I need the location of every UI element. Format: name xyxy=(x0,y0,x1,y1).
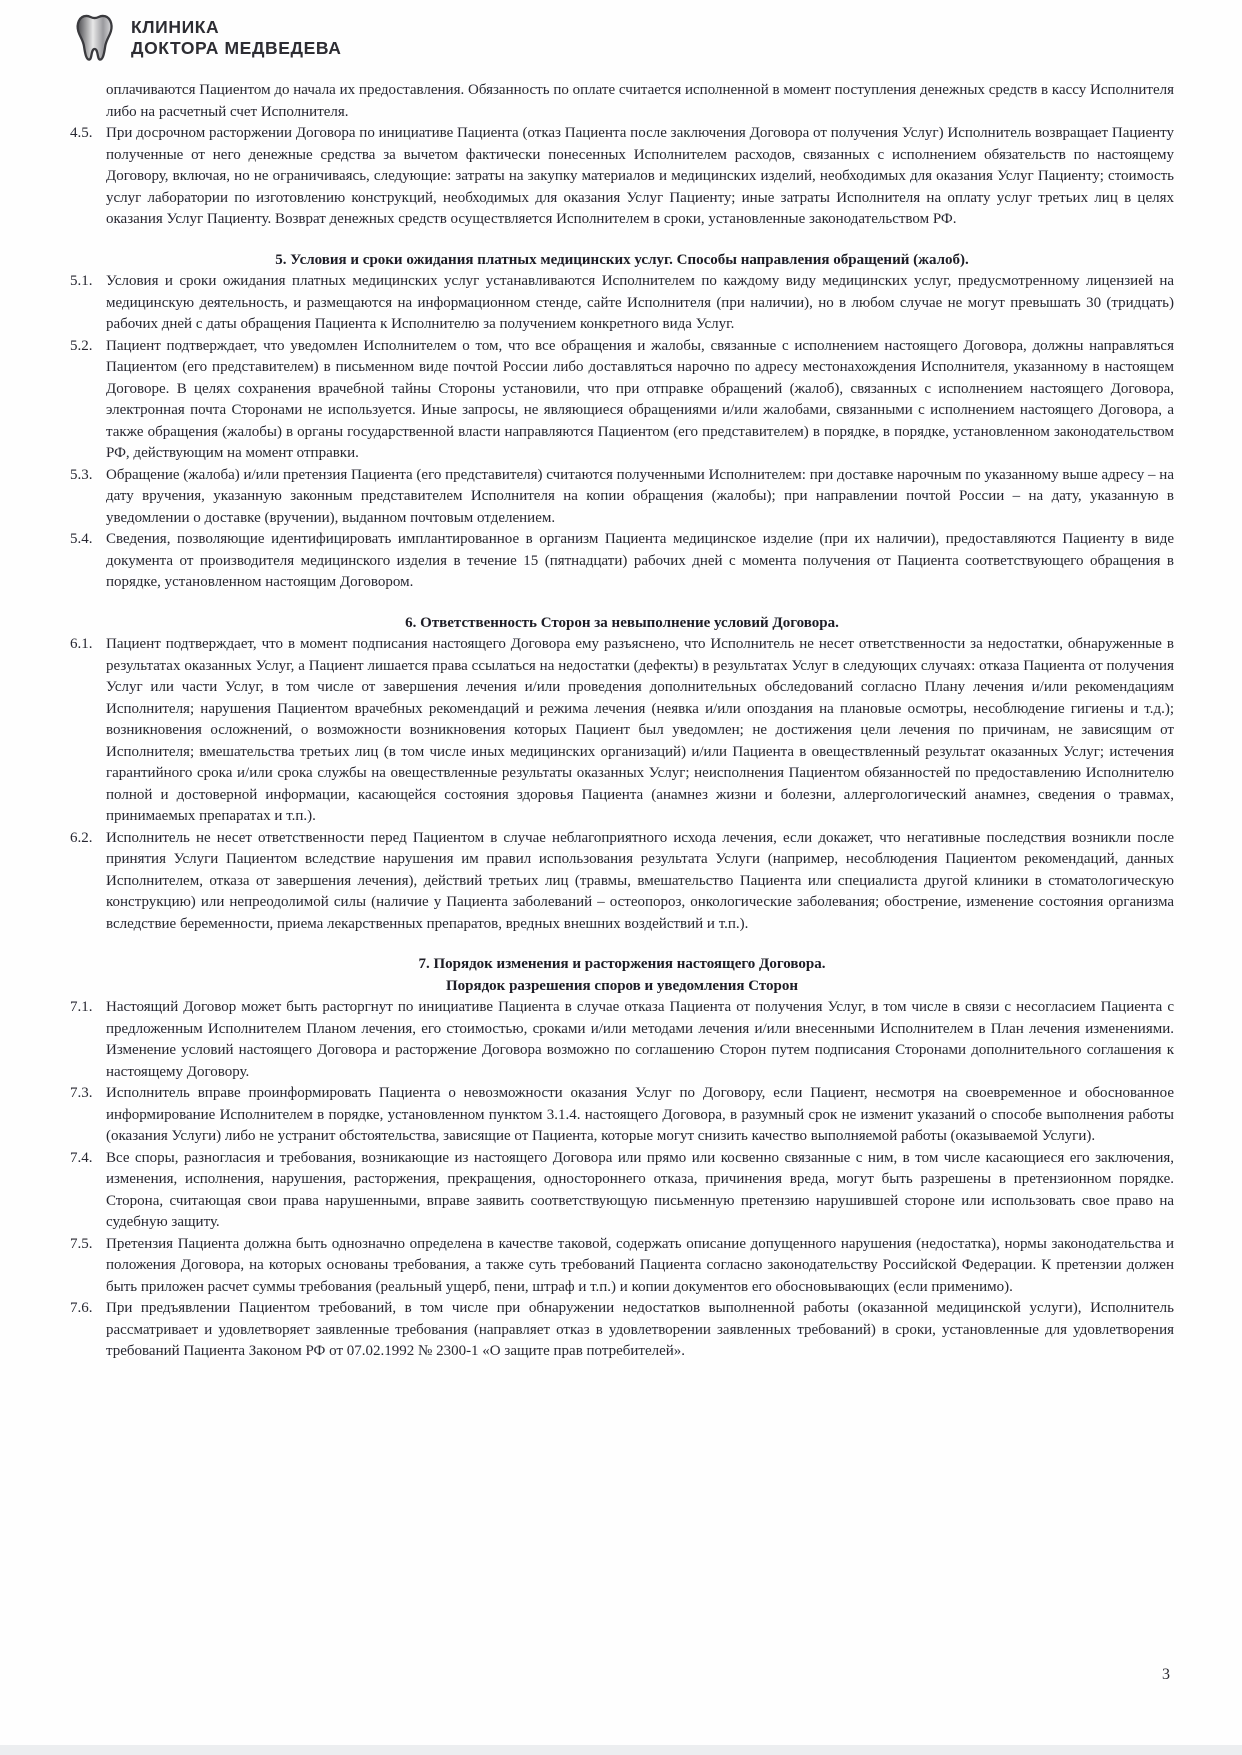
clause-number: 7.4. xyxy=(70,1149,93,1166)
clause-text: Пациент подтверждает, что в момент подписания настоящего Договора ему разъяснено, что Исполнитель не несет ответственности за недостатки, обнаруженные в результатах оказанных Услуг, а Пациент лишается права ссылаться на недостатки (дефекты) в результатах Услуг в следующих случаях: отказа Пациента от получения Услуг или части Услуг, в том числе от завершения лечения и/или проведения дополнительных обследований согласно Плану лечения и/или рекомендациям Исполнителя; нарушения Пациентом врачебных рекомендаций и режима лечения (неявка и/или опоздания на плановые осмотры, несоблюдение гигиены и т.д.); возникновения осложнений, о возможности возникновения которых Пациент был уведомлен; не достижения цели лечения по причинам, не зависящим от Исполнителя; вмешательства третьих лиц (в том числе иных медицинских организаций) и/или Пациента в овеществленный результат оказанных Услуг; истечения гарантийного срока и/или срока службы на овеществленные результаты оказанных Услуг; неисполнения Пациентом обязанностей по предоставлению Исполнителю полной и достоверной информации, касающейся состояния здоровья Пациента (анамнез жизни и болезни, аллергологический анамнез, сведения о травмах, принимаемых препаратах и т.п.). xyxy=(106,636,1174,824)
clause-7-4 xyxy=(70,1148,1174,1234)
clause-5-2 xyxy=(70,336,1174,465)
clause-5-3 xyxy=(70,465,1174,530)
scan-edge-artifact xyxy=(0,1745,1242,1755)
clause-number: 6.1. xyxy=(70,636,93,652)
clause-text: Исполнитель вправе проинформировать Пациента о невозможности оказания Услуг по Договору, если Пациент, несмотря на своевременное и обоснованное информирование Исполнителем в порядке, установленном пунктом 3.1.4. настоящего Договора, в разумный срок не изменит указаний о способе выполнения работы (оказания Услуги) либо не устранит обстоятельства, зависящие от Пациента, которые могут снизить качество выполняемой работы (оказываемой Услуги). xyxy=(106,1085,1174,1144)
clause-text: Обращение (жалоба) и/или претензия Пациента (его представителя) считаются полученными Исполнителем: при доставке нарочным по указанному выше адресу – на дату вручения, указанную законным представителем Исполнителя на копии обращения (жалобы); при направлении почтой России – на дату, указанную в уведомлении о доставке (вручении), выданном почтовым отделением. xyxy=(106,466,1174,526)
clause-text: Настоящий Договор может быть расторгнут по инициативе Пациента в случае отказа Пациента от получения Услуг, в том числе в связи с несогласием Пациента с предложенным Исполнителем Планом лечения, его стоимостью, сроками и/или методами лечения и/или внесенными Исполнителем в План лечения изменениями. Изменение условий настоящего Договора и расторжение Договора возможно по соглашению Сторон путем подписания Сторонами дополнительного соглашения к настоящему Договору. xyxy=(106,999,1174,1080)
clinic-name-line2: ДОКТОРА МЕДВЕДЕВА xyxy=(131,38,342,58)
clause-number: 5.4. xyxy=(70,531,93,547)
clinic-name-line1: КЛИНИКА xyxy=(131,16,220,37)
clause-4-5 xyxy=(70,123,1174,231)
clause-text: Условия и сроки ожидания платных медицинских услуг устанавливаются Исполнителем по каждому виду медицинских услуг, предусмотренному лицензией на медицинскую деятельность, и размещаются на информационном стенде, сайте Исполнителя (при наличии), но в любом случае не могут превышать 30 (тридцать) рабочих дней с даты обращения Пациента к Исполнителю за получением конкретного вида Услуг. xyxy=(106,273,1174,332)
clause-text: Исполнитель не несет ответственности перед Пациентом в случае неблагоприятного исхода лечения, если докажет, что негативные последствия возникли после принятия Услуги Пациентом вследствие нарушения им правил использования результата Услуги (например, несоблюдения Пациентом рекомендаций, данных Исполнителем, отказа от завершения лечения), действий третьих лиц (травмы, вмешательство Пациента или специалиста другой клиники в стоматологическую конструкцию) или непреодолимой силы (наличие у Пациента заболеваний – остеопороз, онкологические заболевания; обострение, изменение состояния организма вследствие беременности, приема лекарственных препаратов, вредных внешних воздействий и т.п.). xyxy=(106,829,1174,932)
clause-number: 5.2. xyxy=(70,337,93,354)
clinic-logo xyxy=(74,13,341,63)
heading-line: Порядок разрешения споров и уведомления Сторон xyxy=(445,977,799,994)
clause-text: Претензия Пациента должна быть однозначно определена в качестве таковой, содержать описание допущенного нарушения (недостатка), нормы законодательства и положения Договора, на которых основаны требования, а также суть требований Пациента согласно законодательству Российской Федерации. К претензии должен быть приложен расчет суммы требования (реальный ущерб, пени, штраф и т.п.) и копии документов его обосновывающих (если применимо). xyxy=(106,1235,1174,1295)
clause-5-1 xyxy=(70,271,1174,336)
clause-number: 5.3. xyxy=(70,466,93,483)
clause-6-1 xyxy=(70,634,1174,828)
intro-paragraph: оплачиваются Пациентом до начала их предоставления. Обязанность по оплате считается исполненной в момент поступления денежных средств в кассу Исполнителя либо на расчетный счет Исполнителя. xyxy=(106,82,1174,120)
clinic-name xyxy=(131,17,341,60)
clause-5-4 xyxy=(70,529,1174,594)
clause-7-6 xyxy=(70,1298,1174,1363)
clause-number: 7.3. xyxy=(70,1085,93,1101)
contract-text xyxy=(70,80,1174,1363)
clause-text: Пациент подтверждает, что уведомлен Исполнителем о том, что все обращения и жалобы, связанные с исполнением настоящего Договора, должны направляться Пациентом (его представителем) в письменном виде почтой России либо доставляться нарочно по адресу местонахождения Исполнителя, указанному в настоящем Договоре. В целях сохранения врачебной тайны Стороны установили, что при отправке обращений (жалоб), связанных с исполнением настоящего Договора, электронная почта Сторонами не используется. Иные запросы, не являющиеся обращениями и/или жалобами, связанными с исполнением настоящего Договора, а также обращения (жалобы) в органы государственной власти направляются Пациентом (его представителем) в порядке, в порядке, установленном законодательством РФ, действующим на момент отправки. xyxy=(106,337,1174,461)
clause-text: Все споры, разногласия и требования, возникающие из настоящего Договора или прямо или косвенно связанные с ним, в том числе касающиеся его заключения, изменения, исполнения, нарушения, расторжения, прекращения, одностороннего отказа, причинения вреда, могут быть разрешены в претензионном порядке. Сторона, считающая свои права нарушенными, вправе заявить соответствующую письменную претензию нарушившей стороне или использовать свое право на судебную защиту. xyxy=(106,1149,1174,1230)
clause-number: 4.5. xyxy=(70,125,93,141)
heading-line: 7. Порядок изменения и расторжения настоящего Договора. xyxy=(418,956,826,972)
clause-7-3 xyxy=(70,1083,1174,1148)
section-6-heading xyxy=(70,613,1174,635)
document-body xyxy=(70,123,1174,1363)
tooth-icon xyxy=(74,13,120,63)
heading-line: 5. Условия и сроки ожидания платных медицинских услуг. Способы направления обращений (жалоб). xyxy=(275,251,969,268)
clause-6-2 xyxy=(70,828,1174,936)
clause-number: 6.2. xyxy=(70,829,93,846)
section-7-heading xyxy=(70,954,1174,997)
clause-number: 7.1. xyxy=(70,999,93,1015)
page-number: 3 xyxy=(1162,1666,1170,1683)
clause-number: 5.1. xyxy=(70,273,93,289)
clause-number: 7.5. xyxy=(70,1235,93,1252)
heading-line: 6. Ответственность Сторон за невыполнение условий Договора. xyxy=(405,614,839,631)
clause-7-1 xyxy=(70,997,1174,1083)
clause-7-5 xyxy=(70,1234,1174,1299)
clause-text: При предъявлении Пациентом требований, в том числе при обнаружении недостатков выполненной работы (оказанной медицинской услуги), Исполнитель рассматривает и удовлетворяет заявленные требования (направляет отказ в удовлетворении заявленных требований) в сроки, установленные для удовлетворения требований Пациента Законом РФ от 07.02.1992 № 2300-1 «О защите прав потребителей». xyxy=(106,1300,1174,1359)
section-5-heading xyxy=(70,250,1174,272)
clause-number: 7.6. xyxy=(70,1300,93,1316)
clause-text: При досрочном расторжении Договора по инициативе Пациента (отказ Пациента после заключения Договора от получения Услуг) Исполнитель возвращает Пациенту полученные от него денежные средства за вычетом фактически понесенных Исполнителем расходов, связанных с исполнением обязательств по настоящему Договору, включая, но не ограничиваясь, следующие: затраты на закупку материалов и медицинских изделий, необходимых для оказания Услуг Пациенту; стоимость услуг лаборатории по изготовлению конструкций, необходимых для оказания Услуг Пациенту; иные затраты Исполнителя на оплату услуг третьих лиц в целях оказания Услуг Пациенту. Возврат денежных средств осуществляется Исполнителем в сроки, установленные законодательством РФ. xyxy=(106,125,1174,227)
clause-text: Сведения, позволяющие идентифицировать имплантированное в организм Пациента медицинское изделие (при их наличии), предоставляются Пациенту в виде документа от производителя медицинского изделия в течение 15 (пятнадцати) рабочих дней с момента получения от Пациента соответствующего обращения в порядке, установленном настоящим Договором. xyxy=(106,531,1174,590)
